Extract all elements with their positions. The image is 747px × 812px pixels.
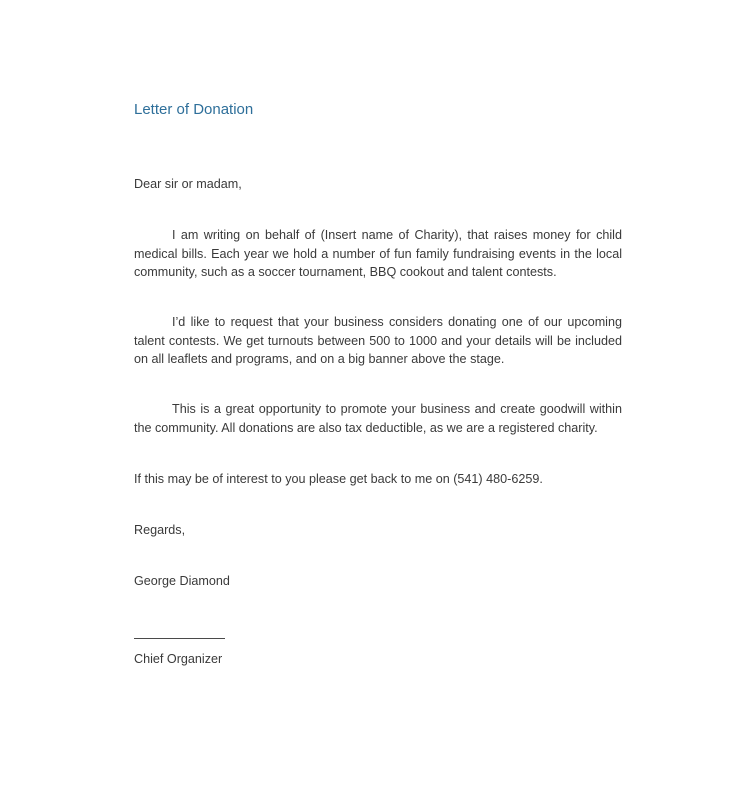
body-paragraph-1: I am writing on behalf of (Insert name of Charity), that raises money for child medical bills. Each year we hold a number of fun family fundraising events in the local community, such as a soccer tournament, BBQ cookout and talent contests. bbox=[134, 228, 622, 280]
signer-title: Chief Organizer bbox=[134, 652, 223, 666]
signature-line bbox=[134, 638, 225, 639]
body-paragraph-3: This is a great opportunity to promote your business and create goodwill within the community. All donations are also tax deductible, as we are a registered charity. bbox=[134, 402, 622, 435]
contact-line: If this may be of interest to you please get back to me on (541) 480-6259. bbox=[134, 472, 543, 486]
salutation: Dear sir or madam, bbox=[134, 177, 242, 191]
signer-name: George Diamond bbox=[134, 574, 230, 588]
body-paragraph-2: I’d like to request that your business considers donating one of our upcoming talent contests. We get turnouts between 500 to 1000 and your details will be included on all leaflets and programs, and on a big banner above the stage. bbox=[134, 315, 622, 367]
letter-title: Letter of Donation bbox=[134, 101, 254, 118]
closing: Regards, bbox=[134, 523, 186, 537]
